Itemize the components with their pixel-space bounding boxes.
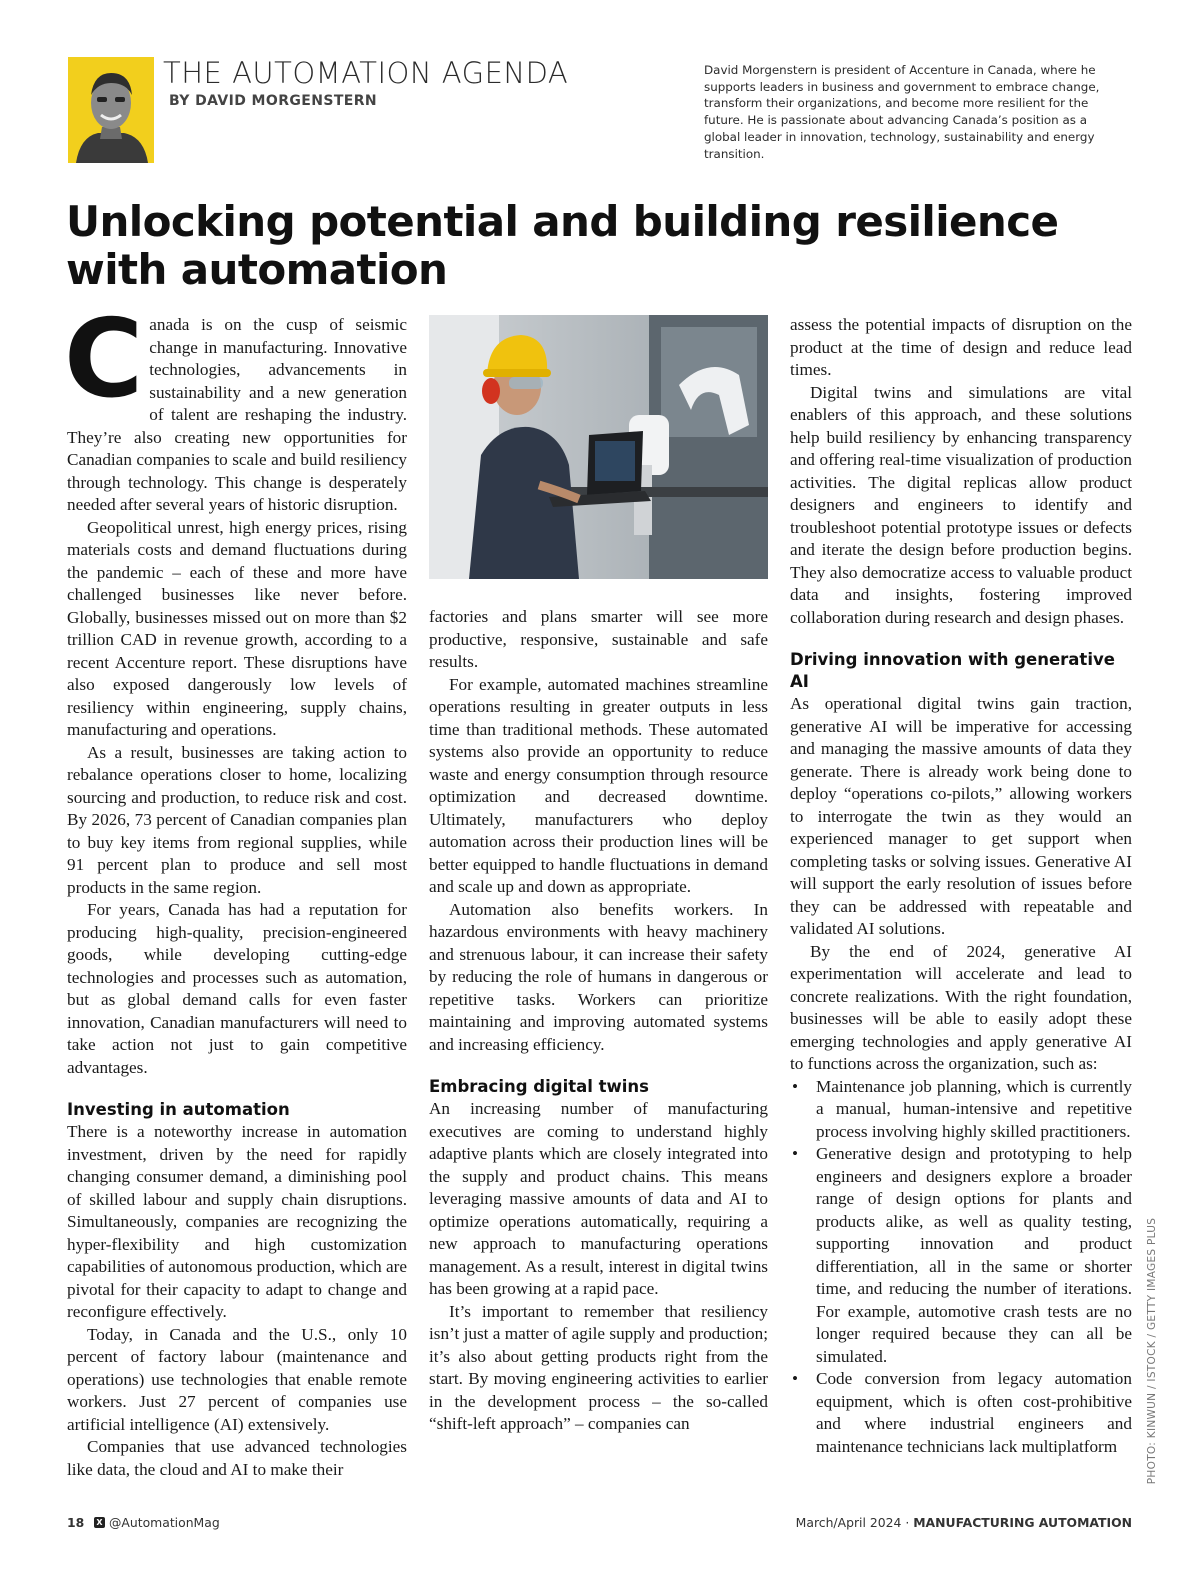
list-item: • Generative design and prototyping to help engineers and designers explore a broader range of design options for plants and products alike, as well as quality testing, supporting innovation and product differentiation, all in the same or shorter time, and reducing the number of iterations. For example, automotive crash tests are no longer required because they can all be simulated.: [790, 1143, 1132, 1368]
list-item: • Maintenance job planning, which is currently a manual, human-intensive and repetitive process involving highly skilled practitioners.: [790, 1076, 1132, 1144]
bullet-list: [790, 1076, 1132, 1459]
social-handle: @AutomationMag: [109, 1515, 220, 1530]
paragraph: There is a noteworthy increase in automation investment, driven by the need for rapidly changing consumer demand, a diminishing pool of skilled labour and supply chain disruptions. Simultaneously, companies are recognizing the hyper-flexibility and high customization capabilities of autonomous production, which are pivotal for their capacity to adapt to change and reconfigure effectively.: [67, 1122, 407, 1321]
list-item: • Code conversion from legacy automation equipment, which is often cost-prohibitive and where industrial engineers and maintenance technicians lack multiplatform: [790, 1368, 1132, 1458]
issue-date: March/April 2024 ·: [795, 1515, 914, 1530]
headline: Unlocking potential and building resilience with automation: [66, 197, 1059, 294]
paragraph: For example, automated machines streamline operations resulting in greater outputs in less time than traditional methods. These automated systems also provide an opportunity to reduce waste and energy consumption through resource optimization and decreased downtime. Ultimately, manufacturers who deploy automation across their production lines will be better equipped to handle fluctuations in demand and scale up and down as appropriate.: [429, 674, 768, 896]
paragraph: Canada is on the cusp of seismic change in manufacturing. Innovative technologies, advancements in sustainability and a new generation of talent are reshaping the industry. They’re also creating new opportunities for Canadian companies to scale and build resiliency through technology. This change is desperately needed after several years of historic disruption.: [64, 297, 407, 514]
paragraph: Geopolitical unrest, high energy prices, rising materials costs and demand fluctuations during the pandemic – each of these and more have challenged businesses like never before. Globally, businesses missed out on more than $2 trillion CAD in revenue growth, according to a recent Accenture report. These disruptions have also exposed dangerously low levels of resiliency within engineering, supply chains, manufacturing and operations.: [67, 517, 407, 739]
column-3: [790, 314, 1132, 1458]
paragraph: For years, Canada has had a reputation for producing high-quality, precision-engineered goods, while developing cutting-edge technologies and processes such as automation, but as global demand calls for even faster innovation, Canadian manufacturers will need to take action not just to gain competitive advantages.: [67, 900, 407, 1077]
section-heading-generative-ai: Driving innovation with generative AI: [790, 650, 1115, 691]
paragraph: Digital twins and simulations are vital enablers of this approach, and these solutions help build resiliency by enhancing transparency and offering real-time visualization of production activities. The digital replicas allow product designers and engineers to identify and troubleshoot potential prototype issues or defects and iterate the design before production begins. They also democratize access to valuable product data and insights, fostering improved collaboration during research and design phases.: [790, 382, 1132, 627]
photo-credit: PHOTO: KINWUN / ISTOCK / GETTY IMAGES PLUS: [1146, 1217, 1158, 1485]
section-heading-digital-twins: Embracing digital twins: [429, 1077, 649, 1096]
paragraph: As a result, businesses are taking action to rebalance operations closer to home, localizing sourcing and production, to reduce risk and cost. By 2026, 73 percent of Canadian companies plan to buy key items from regional supplies, while 91 percent plan to produce and sell most products in the same region.: [67, 742, 407, 897]
paragraph: Automation also benefits workers. In hazardous environments with heavy machinery and strenuous labour, it can increase their safety by reducing the role of humans in dangerous or repetitive tasks. Workers can prioritize maintaining and improving automated systems and increasing efficiency.: [429, 899, 768, 1054]
issue-info: [796, 1515, 1132, 1530]
column-1: [64, 297, 407, 1481]
paragraph: assess the potential impacts of disruption on the product at the time of design and reduce lead times.: [790, 315, 1132, 379]
section-heading-investing: Investing in automation: [67, 1100, 290, 1119]
paragraph: By the end of 2024, generative AI experimentation will accelerate and lead to concrete realizations. With the right foundation, businesses will be able to easily adopt these emerging technologies and apply generative AI to functions across the organization, such as:: [790, 941, 1132, 1073]
paragraph: It’s important to remember that resiliency isn’t just a matter of agile supply and production; it’s also about getting products right from the start. By moving engineering activities to earlier in the development process – the so-called “shift-left approach” – companies can: [429, 1301, 768, 1433]
magazine-name: MANUFACTURING AUTOMATION: [913, 1515, 1132, 1530]
page-footer: [67, 1515, 1132, 1535]
drop-cap: C: [64, 297, 144, 422]
paragraph: An increasing number of manufacturing executives are coming to understand highly adaptive plants which are closely integrated into the supply and product chains. This means leveraging massive amounts of data and AI to optimize operations automatically, requiring a new approach to manufacturing operations management. As a result, interest in digital twins has been growing at a rapid pace.: [429, 1099, 768, 1298]
x-social-icon: X: [94, 1517, 105, 1528]
byline: BY DAVID MORGENSTERN: [169, 93, 378, 109]
column-title: THE AUTOMATION AGENDA: [163, 56, 569, 90]
page-number: 18: [67, 1515, 85, 1530]
author-bio: David Morgenstern is president of Accenture in Canada, where he supports leaders in business and government to embrace change, transform their organizations, and become more resilient for the future. He is passionate about advancing Canada’s position as a global leader in innovation, technology, sustainability and energy transition.: [704, 63, 1100, 161]
column-2: [429, 606, 768, 1436]
paragraph: Today, in Canada and the U.S., only 10 percent of factory labour (maintenance and operations) use technologies that enable remote workers. Just 27 percent of companies use artificial intelligence (AI) extensively.: [67, 1324, 407, 1434]
paragraph: Companies that use advanced technologies like data, the cloud and AI to make their: [67, 1437, 407, 1479]
worker-robot-photo: [429, 315, 768, 579]
author-portrait: [68, 57, 154, 163]
paragraph: factories and plans smarter will see more productive, responsive, sustainable and safe results.: [429, 607, 768, 671]
paragraph: As operational digital twins gain traction, generative AI will be imperative for accessing and managing the massive amounts of data they generate. There is already work being done to deploy “operations co-pilots,” allowing workers to interrogate the twin as they would an experienced manager to get support when completing tasks or solving issues. Generative AI will support the early resolution of issues before they can be addressed with repeatable and validated AI solutions.: [790, 694, 1132, 938]
